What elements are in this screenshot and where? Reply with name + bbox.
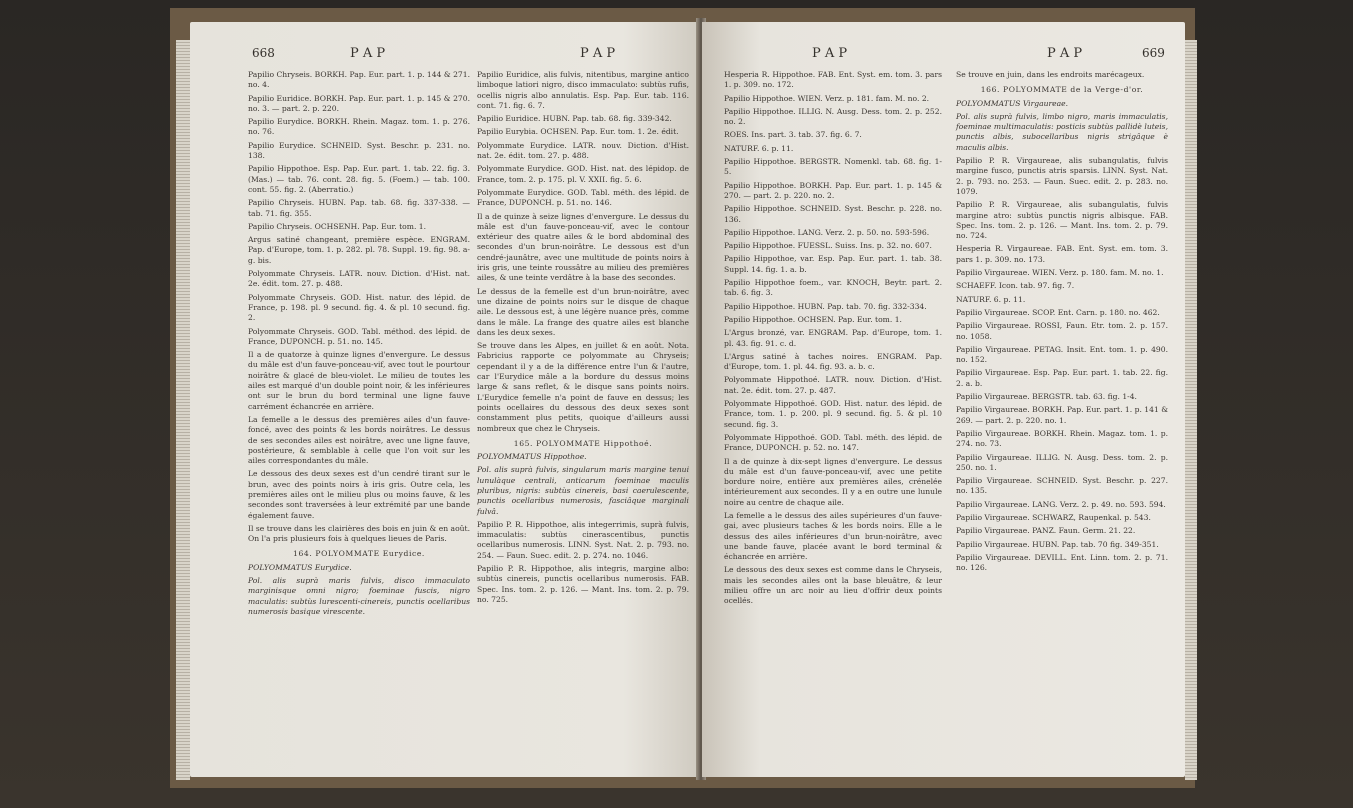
text-paragraph: 166. POLYOMMATE de la Verge-d'or. (980, 85, 1144, 95)
text-paragraph: Il se trouve dans les clairières des bois en juin & en août. On l'a pris plusieurs fois à quelques lieues de Paris. (248, 523, 470, 544)
text-paragraph: Pol. alis suprà fulvis, singularum maris margine tenui lunulàque centrali, anticarum foeminae maculis pluribus, nigris: subtùs cinereis, basi caerulescente, punctis ocellaribus numerosis, fasciâque marginali fulvâ. (477, 465, 689, 516)
text-paragraph: Papilio Virgaureae. BORKH. Rhein. Magaz. tom. 1. p. 274. no. 73. (956, 428, 1168, 449)
text-paragraph: Papilio Virgaureae. Esp. Pap. Eur. part. 1. tab. 22. fig. 2. a. b. (956, 368, 1168, 388)
text-paragraph: Hesperia R. Hippothoe. FAB. Ent. Syst. em. tom. 3. pars 1. p. 309. no. 172. (724, 70, 942, 90)
text-paragraph: La femelle a le dessus des ailes supérieures d'un fauve-gai, avec plusieurs taches & les bords noirs. Elle a le dessus des ailes inférieures d'un brun-noirâtre, avec une bande fauve, placée avant le bord terminal & échancrée en arrière. (724, 510, 942, 562)
text-paragraph: Papilio Hippothoe. ILLIG. N. Ausg. Dess. tom. 2. p. 252. no. 2. (724, 106, 942, 127)
text-paragraph: Polyommate Hippothoé. GOD. Hist. natur. des lépid. de France, tom. 1. p. 200. pl. 9 secund. fig. 5. & pl. 10 secund. fig. 3. (724, 399, 942, 429)
text-paragraph: POLYOMMATUS Hippothoe. (477, 452, 587, 462)
text-paragraph: Papilio Virgaureae. SCHNEID. Syst. Beschr. p. 227. no. 135. (956, 476, 1168, 496)
text-paragraph: Se trouve dans les Alpes, en juillet & en août. Nota. Fabricius rapporte ce polyommate au Chryseis; cependant il y a de la différence entre l'un & l'autre, car l'Eurydice mâle a la bordure du dessus moins large & sans reflet, & le disque sans points noirs. L'Eurydice femelle n'a point de fauve en dessus; les points ocellaires du dessous des deux sexes sont constamment plus petits, quoique d'ailleurs aussi nombreux que chez le Chryseis. (477, 341, 689, 433)
text-paragraph: Papilio Eurybia. OCHSEN. Pap. Eur. tom. 1. 2e. édit. (477, 127, 679, 137)
text-paragraph: Papilio Virgaureae. DEVILL. Ent. Linn. tom. 2. p. 71. no. 126. (956, 552, 1168, 573)
left-column-b (477, 70, 689, 608)
text-paragraph: Polyommate Chryseis. LATR. nouv. Diction. d'Hist. nat. 2e. édit. tom. 27. p. 488. (248, 269, 470, 289)
text-paragraph: Papilio Eurydice. SCHNEID. Syst. Beschr. p. 231. no. 138. (248, 140, 470, 161)
page-edges-left (176, 40, 190, 780)
text-paragraph: Il a de quinze à seize lignes d'envergure. Le dessus du mâle est d'un fauve-ponceau-vif, avec le contour extérieur des quatre ailes & le bord abdominal des secondes d'un brun-noirâtre. Le dessous est d'un cendré-jaunâtre, avec une multitude de points noirs à iris gris, une teinte roussâtre au milieu des premières ailes, & une teinte verdâtre à la base des secondes. (477, 211, 689, 283)
text-paragraph: Papilio Chryseis. BORKH. Pap. Eur. part. 1. p. 144 & 271. no. 4. (248, 70, 470, 90)
text-paragraph: Papilio Virgaureae. SCHWARZ, Raupenkal. p. 543. (956, 512, 1151, 522)
text-paragraph: Polyommate Hippothoé. LATR. nouv. Diction. d'Hist. nat. 2e. édit. tom. 27. p. 487. (724, 375, 942, 395)
text-paragraph: Polyommate Eurydice. LATR. nouv. Diction. d'Hist. nat. 2e. édit. tom. 27. p. 488. (477, 140, 689, 161)
left-column-a (248, 70, 470, 620)
right-column-b (956, 70, 1168, 576)
text-paragraph: Papilio Hippothoe. SCHNEID. Syst. Beschr. p. 228. no. 136. (724, 204, 942, 224)
text-paragraph: Papilio Virgaureae. ROSSI, Faun. Etr. tom. 2. p. 157. no. 1058. (956, 321, 1168, 341)
right-running-head-b: P A P (1047, 46, 1083, 61)
text-paragraph: Papilio Virgaureae. PETAG. Insit. Ent. tom. 1. p. 490. no. 152. (956, 344, 1168, 365)
text-paragraph: L'Argus bronzé, var. ENGRAM. Pap. d'Europe, tom. 1. pl. 43. fig. 91. c. d. (724, 328, 942, 348)
text-paragraph: Polyommate Eurydice. GOD. Hist. nat. des lépidop. de France, tom. 2. p. 175. pl. V. XXII. fig. 5. 6. (477, 164, 689, 184)
page-edges-right (1185, 40, 1197, 780)
text-paragraph: Le dessous des deux sexes est comme dans le Chryseis, mais les secondes ailes ont la base bleuâtre, & leur milieu offre un arc noir au lieu d'offrir deux points ocellés. (724, 565, 942, 606)
right-running-head-a: P A P (812, 46, 848, 61)
text-paragraph: NATURF. 6. p. 11. (724, 143, 794, 153)
text-paragraph: POLYOMMATUS Eurydice. (248, 562, 352, 572)
text-paragraph: Papilio Virgaureae. BERGSTR. tab. 63. fig. 1-4. (956, 392, 1137, 402)
text-paragraph: Argus satiné changeant, première espèce. ENGRAM. Pap. d'Europe, tom. 1. p. 282. pl. 78. Suppl. 19. fig. 98. a-g. bis. (248, 235, 470, 265)
text-paragraph: Papilio Virgaureae. WIEN. Verz. p. 180. fam. M. no. 1. (956, 268, 1164, 278)
text-paragraph: Polyommate Chryseis. GOD. Hist. natur. des lépid. de France, p. 198. pl. 9 secund. fig. 4. & pl. 10 secund. fig. 2. (248, 292, 470, 323)
text-paragraph: Pol. alis suprà fulvis, limbo nigro, maris immaculatis, foeminae multimaculatis: posticis subtùs pallidè luteis, punctis albis, subocellaribus nigris strigâque è maculis albis. (956, 111, 1168, 152)
text-paragraph: POLYOMMATUS Virgaureae. (956, 98, 1069, 108)
text-paragraph: Il a de quatorze à quinze lignes d'envergure. Le dessus du mâle est d'un fauve-ponceau-vif, avec tout le pourtour noirâtre & glacé de bleu-violet. Le milieu de toutes les ailes est marqué d'un double point noir, & les inférieures ont sur le brun du bord terminal une ligne fauve carrément échancrée en arrière. (248, 350, 470, 411)
text-paragraph: Papilio P. R. Hippothoe, alis integris, margine albo: subtùs cinereis, punctis ocellaribus numerosis. FAB. Spec. Ins. tom. 2. p. 126. — Mant. Ins. tom. 2. p. 79. no. 725. (477, 564, 689, 604)
text-paragraph: Papilio Euridice, alis fulvis, nitentibus, margine antico limboque latiori nigro, disco immaculato: subtùs rufis, ocellis nigris albo annulatis. Esp. Pap. Eur. tab. 116. cont. 71. fig. 6. 7. (477, 70, 689, 110)
text-paragraph: Se trouve en juin, dans les endroits marécageux. (956, 70, 1145, 79)
right-column-a (724, 70, 942, 610)
text-paragraph: Papilio Virgaureae. HUBN. Pap. tab. 70 fig. 349-351. (956, 539, 1159, 549)
text-paragraph: Papilio Hippothoe. BERGSTR. Nomenkl. tab. 68. fig. 1-5. (724, 157, 942, 177)
text-paragraph: Papilio Chryseis. OCHSENH. Pap. Eur. tom. 1. (248, 221, 427, 231)
text-paragraph: SCHAEFF. Icon. tab. 97. fig. 7. (956, 281, 1075, 291)
text-paragraph: Le dessous des deux sexes est d'un cendré tirant sur le brun, avec des points noirs à iris gris. Outre cela, les premières ailes ont le milieu plus ou moins fauve, & les secondes sont traversées à leur extrémité par une bande également fauve. (248, 469, 470, 520)
left-page-number: 668 (252, 46, 275, 60)
text-paragraph: ROES. Ins. part. 3. tab. 37. fig. 6. 7. (724, 130, 862, 140)
text-paragraph: Pol. alis suprà maris fulvis, disco immaculato marginisque omni nigro; foeminae fuscis, nigro maculatis: subtùs lurescenti-cinereis, punctis ocellaribus numerosis basique virescente. (248, 576, 470, 616)
text-paragraph: Papilio Hippothoe. HUBN. Pap. tab. 70. fig. 332-334. (724, 301, 927, 311)
text-paragraph: Papilio Hippothoe. Esp. Pap. Eur. part. 1. tab. 22. fig. 3. (Mas.) — tab. 76. cont. 28. fig. 5. (Foem.) — tab. 100. cont. 55. fig. 2. (Aberratio.) (248, 164, 470, 194)
text-paragraph: 165. POLYOMMATE Hippothoé. (513, 438, 653, 448)
text-paragraph: Papilio P. R. Hippothoe, alis integerrimis, suprà fulvis, immaculatis: subtùs cinerascentibus, punctis ocellaribus numerosis. LINN. Syst. Nat. 2. p. 793. no. 254. — Faun. Suec. edit. 2. p. 274. no. 1046. (477, 519, 689, 560)
text-paragraph: Polyommate Hippothoé. GOD. Tabl. méth. des lépid. de France, DUPONCH. p. 52. no. 147. (724, 432, 942, 453)
text-paragraph: Papilio Virgaureae. LANG. Verz. 2. p. 49. no. 593. 594. (956, 499, 1166, 509)
text-paragraph: NATURF. 6. p. 11. (956, 294, 1026, 304)
text-paragraph: Papilio P. R. Virgaureae, alis subangulatis, fulvis margine atro: subtùs punctis nigris albisque. FAB. Spec. Ins. tom. 2. p. 126. — Mant. Ins. tom. 2. p. 79. no. 724. (956, 200, 1168, 241)
text-paragraph: Papilio Hippothoe. LANG. Verz. 2. p. 50. no. 593-596. (724, 227, 930, 237)
text-paragraph: Papilio Hippothoe foem., var. KNOCH, Beytr. part. 2. tab. 6. fig. 3. (724, 278, 942, 298)
text-paragraph: Papilio Virgaureae. BORKH. Pap. Eur. part. 1. p. 141 & 269. — part. 2. p. 220. no. 1. (956, 405, 1168, 425)
text-paragraph: Polyommate Eurydice. GOD. Tabl. méth. des lépid. de France, DUPONCH. p. 51. no. 146. (477, 187, 689, 208)
text-paragraph: Papilio Virgaureae. PANZ. Faun. Germ. 21. 22. (956, 526, 1136, 536)
text-paragraph: Hesperia R. Virgaureae. FAB. Ent. Syst. em. tom. 3. pars 1. p. 309. no. 173. (956, 244, 1168, 264)
text-paragraph: Papilio Chryseis. HUBN. Pap. tab. 68. fig. 337-338. — tab. 71. fig. 355. (248, 198, 470, 218)
text-paragraph: 164. POLYOMMATE Eurydice. (293, 549, 425, 559)
text-paragraph: Papilio Eurydice. BORKH. Rhein. Magaz. tom. 1. p. 276. no. 76. (248, 117, 470, 137)
text-paragraph: Papilio Euridice. BORKH. Pap. Eur. part. 1. p. 145 & 270. no. 3. — part. 2. p. 220. (248, 93, 470, 113)
text-paragraph: Il a de quinze à dix-sept lignes d'envergure. Le dessus du mâle est d'un fauve-ponceau-vif, avec une petite bordure noire, entière aux premières ailes, crénelée intérieurement aux secondes. Il y a en outre une lunule noire au centre de chaque aile. (724, 456, 942, 507)
right-page-number: 669 (1142, 46, 1165, 60)
text-paragraph: Papilio Hippothoe. FUESSL. Suiss. Ins. p. 32. no. 607. (724, 241, 932, 251)
left-page (190, 22, 700, 777)
text-paragraph: Papilio Hippothoe. BORKH. Pap. Eur. part. 1. p. 145 & 270. — part. 2. p. 220. no. 2. (724, 180, 942, 200)
text-paragraph: Papilio Euridice. HUBN. Pap. tab. 68. fig. 339-342. (477, 114, 672, 124)
text-paragraph: Papilio Hippothoe, var. Esp. Pap. Eur. part. 1. tab. 38. Suppl. 14. fig. 1. a. b. (724, 254, 942, 274)
text-paragraph: Le dessus de la femelle est d'un brun-noirâtre, avec une dizaine de points noirs sur le disque de chaque aile. Le dessous est, à une légère nuance près, comme dans le mâle. La frange des quatre ailes est blanche dans les deux sexes. (477, 286, 689, 337)
text-paragraph: Papilio Virgaureae. ILLIG. N. Ausg. Dess. tom. 2. p. 250. no. 1. (956, 452, 1168, 472)
text-paragraph: L'Argus satiné à taches noires. ENGRAM. Pap. d'Europe, tom. 1. pl. 44. fig. 93. a. b. c. (724, 351, 942, 372)
text-paragraph: Papilio Hippothoe. WIEN. Verz. p. 181. fam. M. no. 2. (724, 93, 930, 103)
left-running-head-a: P A P (350, 46, 386, 61)
text-paragraph: Papilio Hippothoe. OCHSEN. Pap. Eur. tom. 1. (724, 314, 902, 324)
text-paragraph: La femelle a le dessus des premières ailes d'un fauve-foncé, avec des points & les bords noirâtres. Le dessus de ses secondes ailes est noirâtre, avec une ligne fauve, postérieure, & semblable à celle que l'on voit sur les ailes correspondantes du mâle. (248, 414, 470, 466)
right-page (702, 22, 1185, 777)
text-paragraph: Papilio P. R. Virgaureae, alis subangulatis, fulvis margine fusco, punctis atris sparsis. LINN. Syst. Nat. 2. p. 793. no. 253. — Faun. Suec. edit. 2. p. 283. no. 1079. (956, 156, 1168, 196)
left-running-head-b: P A P (580, 46, 616, 61)
text-paragraph: Papilio Virgaureae. SCOP. Ent. Carn. p. 180. no. 462. (956, 307, 1160, 317)
text-paragraph: Polyommate Chryseis. GOD. Tabl. méthod. des lépid. de France, DUPONCH. p. 51. no. 145. (248, 326, 470, 346)
